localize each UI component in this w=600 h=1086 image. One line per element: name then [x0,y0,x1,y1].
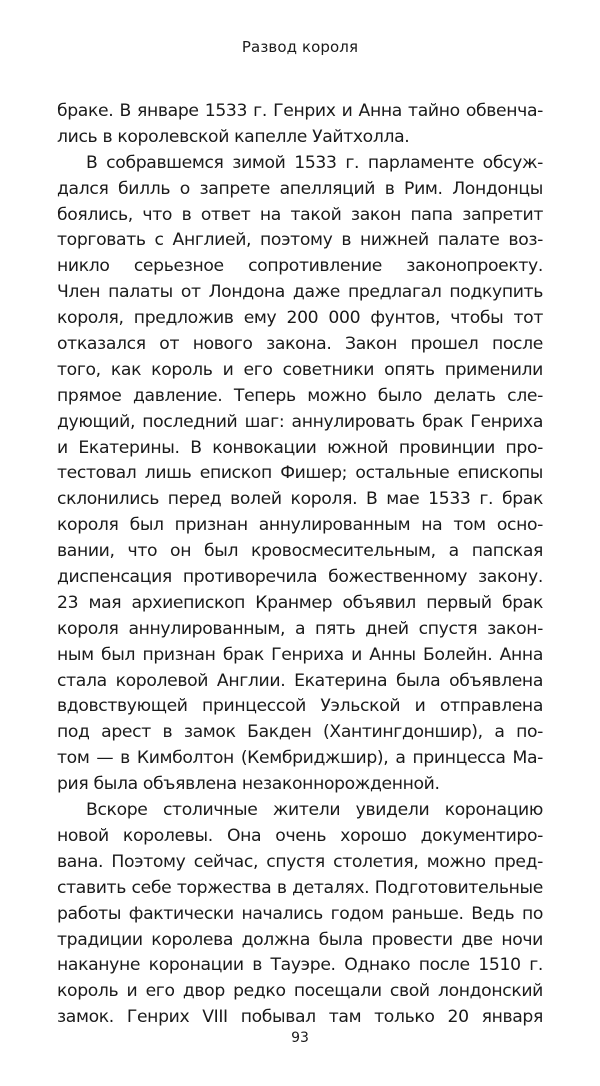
text-line: В собравшемся зимой 1533 г. парламенте обсуж- [86,152,543,173]
text-line: Член палаты от Лондона даже предлагал подкупить [57,282,543,303]
text-line: вании, что он был кровосмесительным, а папская [57,541,543,562]
text-line: 23 мая архиепископ Кранмер объявил первый брак [57,592,543,613]
text-line: отказался от нового закона. Закон прошел после [57,334,543,355]
text-line: ным был признан брак Генриха и Анны Болейн. Анна [57,644,543,665]
text-line: боялись, что в ответ на такой закон папа запретит [57,204,543,225]
text-line: прямое давление. Теперь можно было делать сле- [57,385,543,406]
text-line: лись в королевской капелле Уайтхолла. [57,126,410,147]
text-line: склонились перед волей короля. В мае 1533 г. брак [57,489,543,510]
text-line: накануне коронации в Тауэре. Однако после 1510 г. [57,955,543,976]
text-line: вдовствующей принцессой Уэльской и отправлена [57,696,543,717]
text-line: тестовал лишь епископ Фишер; остальные епископы [57,463,543,484]
text-line: короля, предложив ему 200 000 фунтов, чтобы тот [57,308,543,329]
text-line: Вскоре столичные жители увидели коронацию [86,800,543,821]
text-line: новой королевы. Она очень хорошо документиро- [57,825,543,846]
text-line: того, как король и его советники опять применили [57,359,543,380]
text-line: работы фактически начались годом раньше. Ведь по [57,903,543,924]
text-line: и Екатерины. В конвокации южной провинции про- [57,437,543,458]
text-line: диспенсация противоречила божественному закону. [57,567,543,588]
text-line: браке. В январе 1533 г. Генрих и Анна тайно обвенча- [57,101,543,121]
running-head: Развод короля [241,38,359,56]
text-line: дующий, последний шаг: аннулировать брак Генриха [57,411,543,432]
text-line: торговать с Англией, поэтому в нижней палате воз- [57,230,543,251]
text-line: дался билль о запрете апелляций в Рим. Лондонцы [57,178,543,199]
text-line: никло серьезное сопротивление законопроекту. [57,256,543,277]
text-line: король и его двор редко посещали свой лондонский [57,981,543,1002]
text-line: традиции королева должна была провести две ночи [57,929,543,950]
body-text [57,99,543,1031]
text-line: стала королевой Англии. Екатерина была объявлена [57,670,543,691]
page-number: 93 [291,1030,309,1046]
text-line: ставить себе торжества в деталях. Подготовительные [57,877,543,898]
text-line: вана. Поэтому сейчас, спустя столетия, можно пред- [57,851,543,872]
text-line: замок. Генрих VIII побывал там только 20 января [57,1007,543,1028]
text-line: короля аннулированным, а пять дней спустя закон- [57,618,543,639]
text-line: под арест в замок Бакден (Хантингдоншир), а по- [57,722,543,743]
text-line: короля был признан аннулированным на том осно- [57,515,543,536]
text-line: том — в Кимболтон (Кембриджшир), а принцесса Ма- [57,748,543,769]
text-line: рия была объявлена незаконнорожденной. [57,774,440,795]
